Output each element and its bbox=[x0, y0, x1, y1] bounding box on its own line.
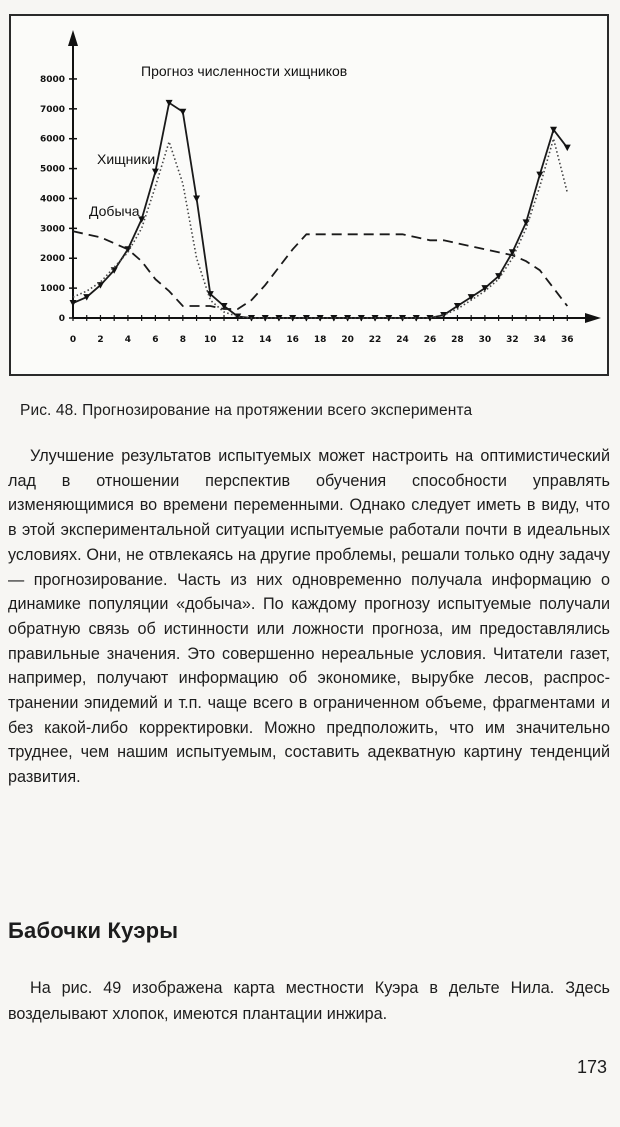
x-tick-label: 18 bbox=[313, 335, 327, 345]
x-tick-label: 2 bbox=[97, 335, 104, 345]
y-tick-label: 4000 bbox=[39, 194, 65, 205]
series-line-0 bbox=[73, 103, 567, 318]
series-point-0 bbox=[193, 195, 200, 202]
x-tick-label: 20 bbox=[341, 335, 354, 345]
paragraph-1-block bbox=[8, 444, 610, 790]
x-tick-label: 8 bbox=[179, 335, 186, 345]
paragraph-1: Улучшение результатов испытуемых может настроить на оптимистический лад в отношении перспектив обучения способности управлять изменяющимися во времени переменными. Однако следует иметь в виду, что в этой экспериментальной ситуации испытуемые работали почти в идеальных условиях. Они, не отвлекаясь на другие проблемы, решали только одну задачу — прогнозирование. Часть из них одновременно получала информацию о динамике популяции «добыча». По каждому прогнозу испытуемые получали обратную связь об истинности или ложности прогноза, им предоставлялись правильные значения. Это совершенно нереальные условия. Читатели газет, например, получают информацию об экономике, вырубке лесов, распространении эпидемий и т.п. чаще всего в ограниченном объеме, фрагментами и без какой-либо корректировки. Можно предположить, что им значительно труднее, чем нашим испытуемым, составить адекватную картину тенденций развития. bbox=[8, 447, 610, 787]
chart-annotation-1: Хищники bbox=[97, 151, 156, 167]
series-point-0 bbox=[536, 172, 543, 179]
x-tick-label: 30 bbox=[478, 335, 492, 345]
y-tick-label: 0 bbox=[58, 314, 65, 324]
x-tick-label: 26 bbox=[423, 335, 437, 345]
x-tick-label: 12 bbox=[231, 335, 245, 345]
series-line-2 bbox=[73, 231, 567, 309]
y-tick-label: 2000 bbox=[39, 254, 65, 265]
x-tick-label: 28 bbox=[451, 335, 464, 345]
x-ticks bbox=[70, 315, 574, 345]
series-point-0 bbox=[152, 169, 159, 176]
chart-series bbox=[70, 100, 571, 322]
x-tick-label: 32 bbox=[506, 335, 519, 345]
figure-caption: Рис. 48. Прогнозирование на протяжении всего эксперимента bbox=[20, 402, 473, 419]
x-tick-label: 34 bbox=[533, 335, 547, 345]
y-tick-label: 5000 bbox=[39, 164, 65, 175]
y-tick-label: 7000 bbox=[39, 104, 65, 115]
section-heading: Бабочки Куэры bbox=[8, 918, 179, 943]
chart-frame bbox=[9, 14, 609, 376]
y-tick-label: 6000 bbox=[39, 134, 65, 145]
x-tick-label: 6 bbox=[152, 335, 159, 345]
y-tick-label: 1000 bbox=[39, 284, 65, 295]
x-tick-label: 4 bbox=[124, 335, 132, 345]
y-ticks bbox=[40, 75, 77, 324]
series-point-0 bbox=[564, 145, 571, 152]
chart-annotation-2: Добыча bbox=[89, 203, 140, 219]
chart-annotations bbox=[89, 63, 347, 219]
x-tick-label: 10 bbox=[204, 335, 217, 345]
x-axis-arrow bbox=[585, 313, 601, 323]
paragraph-2: На рис. 49 изображена карта местности Куэра в дельте Нила. Здесь возделывают хлопок, имеются плантации инжира. bbox=[8, 979, 610, 1023]
paragraph-2-block bbox=[8, 975, 610, 1027]
x-tick-label: 24 bbox=[396, 335, 409, 345]
series-point-0 bbox=[179, 109, 186, 116]
series-point-0 bbox=[70, 300, 77, 307]
chart-annotation-0: Прогноз численности хищников bbox=[141, 63, 348, 79]
y-axis-arrow bbox=[68, 30, 78, 46]
x-tick-label: 22 bbox=[368, 335, 382, 345]
chart-plot bbox=[11, 16, 607, 374]
series-point-0 bbox=[523, 219, 530, 226]
x-tick-label: 36 bbox=[561, 335, 574, 345]
y-tick-label: 8000 bbox=[39, 74, 65, 85]
x-tick-label: 0 bbox=[69, 335, 77, 345]
x-tick-label: 16 bbox=[286, 335, 299, 345]
y-tick-label: 3000 bbox=[39, 224, 65, 235]
x-tick-label: 14 bbox=[258, 335, 272, 345]
page-number: 173 bbox=[576, 1057, 607, 1077]
